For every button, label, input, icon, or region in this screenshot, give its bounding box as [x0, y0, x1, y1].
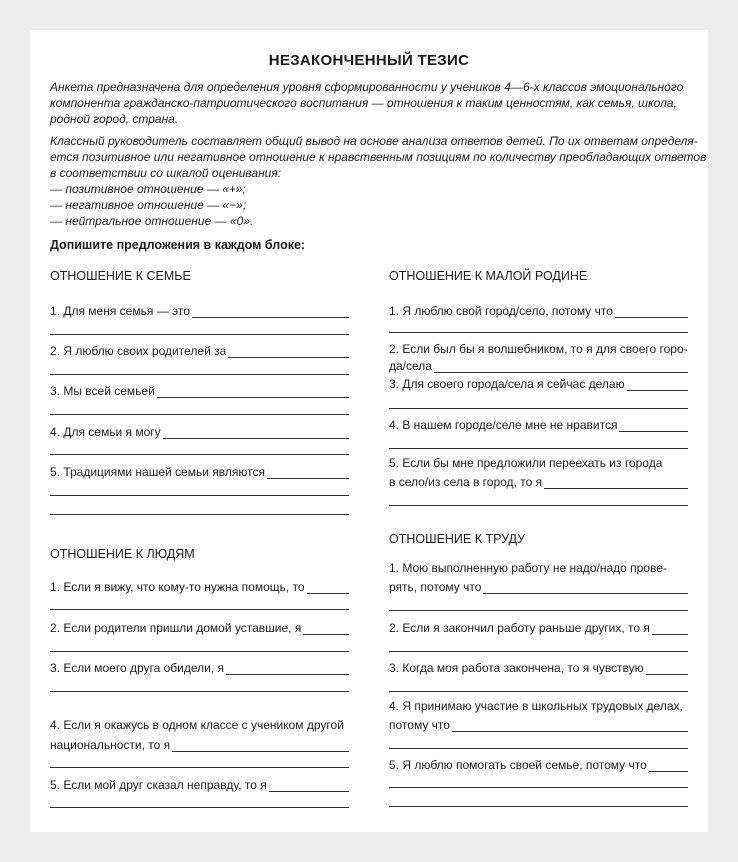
answer-line[interactable] [226, 662, 349, 675]
work-question-5[interactable] [389, 754, 688, 772]
answer-line[interactable] [50, 807, 349, 808]
homeland-question-4[interactable] [389, 414, 688, 432]
section-heading-family: ОТНОШЕНИЕ К СЕМЬЕ [50, 269, 191, 283]
scale-positive: — позитивное отношение — «+»; [50, 182, 246, 196]
answer-line[interactable] [307, 581, 349, 594]
people-question-3[interactable] [50, 657, 349, 675]
answer-line[interactable] [649, 759, 688, 772]
answer-line[interactable] [50, 334, 349, 335]
family-question-2[interactable] [50, 340, 349, 358]
work-question-4[interactable] [389, 695, 688, 713]
answer-line[interactable] [389, 448, 688, 449]
family-question-1[interactable] [50, 300, 349, 318]
question-text: 5. Я люблю помогать своей семье, потому что [389, 758, 647, 772]
answer-line[interactable] [50, 651, 349, 652]
question-text: 5. Если мой друг сказал неправду, то я [50, 778, 267, 792]
answer-line[interactable] [646, 662, 688, 675]
answer-line[interactable] [389, 610, 688, 611]
intro-line: Классный руководитель составляет общий вывод на основе анализа ответов детей. По их ответам определя- [50, 134, 698, 148]
homeland-question-5[interactable] [389, 452, 688, 470]
answer-line[interactable] [627, 378, 688, 391]
question-text: 4. Для семьи я могу [50, 425, 161, 439]
answer-line[interactable] [267, 466, 349, 479]
people-question-1[interactable] [50, 576, 349, 594]
answer-line[interactable] [544, 476, 688, 489]
work-question-3[interactable] [389, 657, 688, 675]
work-question-2[interactable] [389, 617, 688, 635]
answer-line[interactable] [303, 622, 349, 635]
question-text: 3. Для своего города/села я сейчас делаю [389, 377, 625, 391]
scale-neutral: — нейтральное отношение — «0». [50, 214, 254, 228]
answer-line[interactable] [192, 305, 349, 318]
question-text: 5. Традициями нашей семьи являются [50, 465, 265, 479]
intro-paragraph-2 [50, 133, 707, 229]
intro-line: родной город, страна. [50, 112, 179, 126]
family-question-4[interactable] [50, 421, 349, 439]
question-text: 4. Я принимаю участие в школьных трудовых делах, [389, 699, 683, 713]
answer-line[interactable] [652, 622, 688, 635]
answer-line[interactable] [269, 779, 349, 792]
answer-line[interactable] [389, 748, 688, 749]
answer-line[interactable] [483, 581, 688, 594]
question-text: потому что [389, 718, 450, 732]
answer-line[interactable] [389, 505, 688, 506]
people-question-4-cont[interactable] [50, 734, 349, 752]
answer-line[interactable] [389, 691, 688, 692]
answer-line[interactable] [228, 345, 349, 358]
scale-negative: — негативное отношение — «−»; [50, 198, 247, 212]
question-text: 3. Мы всей семьей [50, 384, 155, 398]
question-text: рять, потому что [389, 580, 482, 594]
question-text: национальности, то я [50, 738, 171, 752]
answer-line[interactable] [50, 414, 349, 415]
homeland-question-2[interactable] [389, 338, 688, 356]
homeland-question-1[interactable] [389, 300, 688, 318]
answer-line[interactable] [389, 408, 688, 409]
work-question-1[interactable] [389, 557, 688, 575]
page-title: НЕЗАКОНЧЕННЫЙ ТЕЗИС [268, 52, 470, 69]
people-question-4[interactable] [50, 714, 349, 732]
answer-line[interactable] [50, 767, 349, 768]
question-text: 2. Если родители пришли домой уставшие, я [50, 621, 302, 635]
answer-line[interactable] [50, 495, 349, 496]
homeland-question-5-cont[interactable] [389, 471, 688, 489]
section-heading-homeland: ОТНОШЕНИЕ К МАЛОЙ РОДИНЕ [389, 269, 588, 283]
question-text: 4. Если я окажусь в одном классе с учеником другой [50, 718, 344, 732]
question-text: да/села [389, 359, 432, 373]
answer-line[interactable] [389, 332, 688, 333]
answer-line[interactable] [50, 454, 349, 455]
homeland-question-2-cont[interactable] [389, 355, 688, 373]
question-text: 1. Я люблю свой город/село, потому что [389, 304, 613, 318]
answer-line[interactable] [50, 514, 349, 515]
intro-paragraph-1 [50, 79, 690, 127]
section-heading-people: ОТНОШЕНИЕ К ЛЮДЯМ [50, 547, 195, 561]
question-text: 5. Если бы мне предложили переехать из города [389, 456, 663, 470]
intro-line: Анкета предназначена для определения уровня сформированности у учеников 4—6-х классов эмоционального [50, 80, 684, 94]
worksheet-page [30, 30, 708, 832]
answer-line[interactable] [615, 305, 688, 318]
question-text: 1. Мою выполненную работу не надо/надо прове- [389, 561, 667, 575]
question-text: 4. В нашем городе/селе мне не нравится [389, 418, 618, 432]
work-question-4-cont[interactable] [389, 714, 688, 732]
answer-line[interactable] [619, 419, 688, 432]
question-text: 2. Если был бы я волшебником, то я для своего горо- [389, 342, 688, 356]
question-text: 1. Для меня семья — это [50, 304, 190, 318]
section-heading-work: ОТНОШЕНИЕ К ТРУДУ [389, 532, 526, 546]
question-text: 3. Если моего друга обидели, я [50, 661, 225, 675]
answer-line[interactable] [389, 651, 688, 652]
answer-line[interactable] [172, 739, 349, 752]
family-question-5[interactable] [50, 461, 349, 479]
question-text: 3. Когда моя работа закончена, то я чувствую [389, 661, 644, 675]
question-text: 2. Если я закончил работу раньше других, то я [389, 621, 650, 635]
intro-line: ется позитивное или негативное отношение к нравственным позициям по количеству преобладающих ответов [50, 150, 707, 164]
work-question-1-cont[interactable] [389, 576, 688, 594]
answer-line[interactable] [157, 385, 349, 398]
answer-line[interactable] [50, 609, 349, 610]
people-question-5[interactable] [50, 774, 349, 792]
homeland-question-3[interactable] [389, 373, 688, 391]
question-text: в село/из села в город, то я [389, 475, 543, 489]
question-text: 1. Если я вижу, что кому-то нужна помощь, то [50, 580, 305, 594]
answer-line[interactable] [434, 360, 688, 373]
question-text: 2. Я люблю своих родителей за [50, 344, 227, 358]
answer-line[interactable] [389, 806, 688, 807]
answer-line[interactable] [163, 426, 349, 439]
answer-line[interactable] [50, 374, 349, 375]
answer-line[interactable] [50, 691, 349, 692]
family-question-3[interactable] [50, 380, 349, 398]
answer-line[interactable] [452, 719, 688, 732]
intro-line: компонента гражданско-патриотического воспитания — отношения к таким ценностям, как семья, школа, [50, 96, 677, 110]
answer-line[interactable] [389, 787, 688, 788]
people-question-2[interactable] [50, 617, 349, 635]
intro-line: в соответствии со шкалой оценивания: [50, 166, 282, 180]
instruction: Допишите предложения в каждом блоке: [50, 238, 306, 252]
